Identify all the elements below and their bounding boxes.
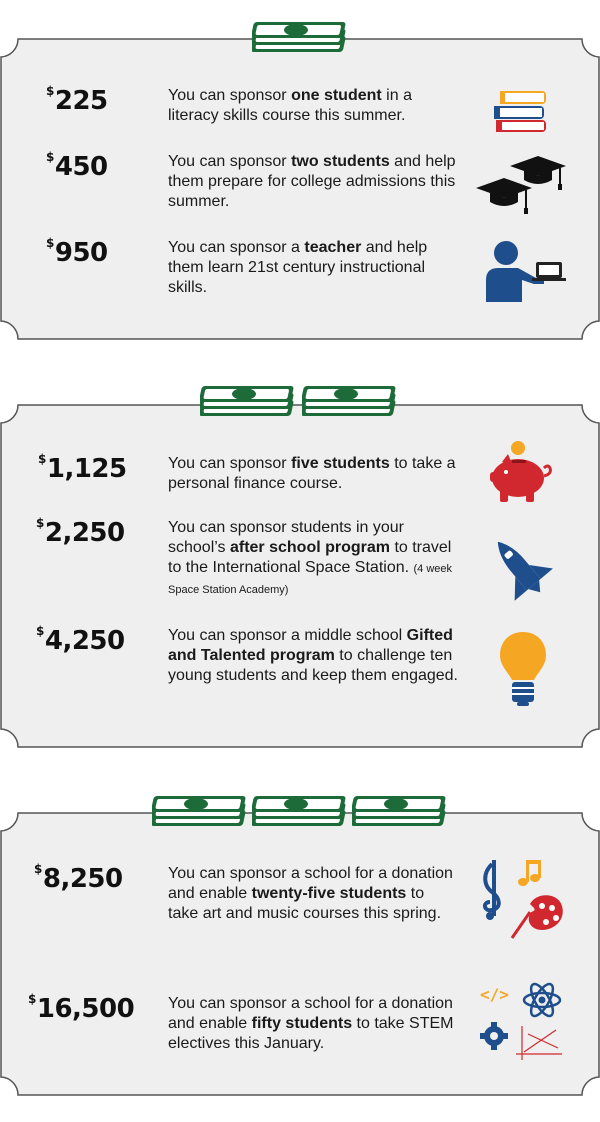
light-bulb-icon — [498, 630, 548, 708]
teacher-laptop-icon — [484, 240, 568, 302]
donation-description: You can sponsor a teacher and help them learn 21st century instructional skills. — [168, 239, 428, 296]
donation-description: You can sponsor a school for a donation and enable twenty-five students to take art and music courses this spring. — [168, 865, 453, 922]
donation-description: You can sponsor a middle school Gifted and Talented program to challenge ten young students and keep them engaged. — [168, 627, 458, 684]
money-stack-icon — [252, 22, 352, 58]
money-stack-icon — [302, 386, 402, 422]
donation-description: You can sponsor students in your school’s after school program to travel to the International Space Station. (4 week Space Station Academy) — [168, 519, 453, 596]
money-stack-icon — [252, 796, 352, 832]
donation-description: You can sponsor one student in a literacy skills course this summer. — [168, 87, 412, 124]
donation-amount: $4,250 — [36, 624, 125, 656]
svg-text:</>: </> — [480, 985, 509, 1004]
donation-amount: $8,250 — [34, 862, 123, 894]
piggy-bank-icon — [488, 440, 554, 504]
music-art-icon — [478, 858, 568, 942]
donation-amount: $450 — [46, 150, 108, 182]
space-shuttle-icon — [484, 532, 554, 602]
donation-description: You can sponsor two students and help them prepare for college admissions this summer. — [168, 153, 456, 210]
money-stack-icon — [152, 796, 252, 832]
stem-icon — [478, 982, 570, 1066]
donation-amount: $16,500 — [28, 992, 135, 1024]
donation-amount: $2,250 — [36, 516, 125, 548]
donation-amount: $225 — [46, 84, 108, 116]
donation-description: You can sponsor a school for a donation and enable fifty students to take STEM electives this January. — [168, 995, 454, 1052]
donation-description: You can sponsor five students to take a personal finance course. — [168, 455, 456, 492]
donation-amount: $1,125 — [38, 452, 127, 484]
graduation-caps-icon — [476, 156, 568, 218]
money-stack-icon — [352, 796, 452, 832]
donation-amount: $950 — [46, 236, 108, 268]
money-stack-icon — [200, 386, 300, 422]
books-icon — [492, 80, 550, 136]
